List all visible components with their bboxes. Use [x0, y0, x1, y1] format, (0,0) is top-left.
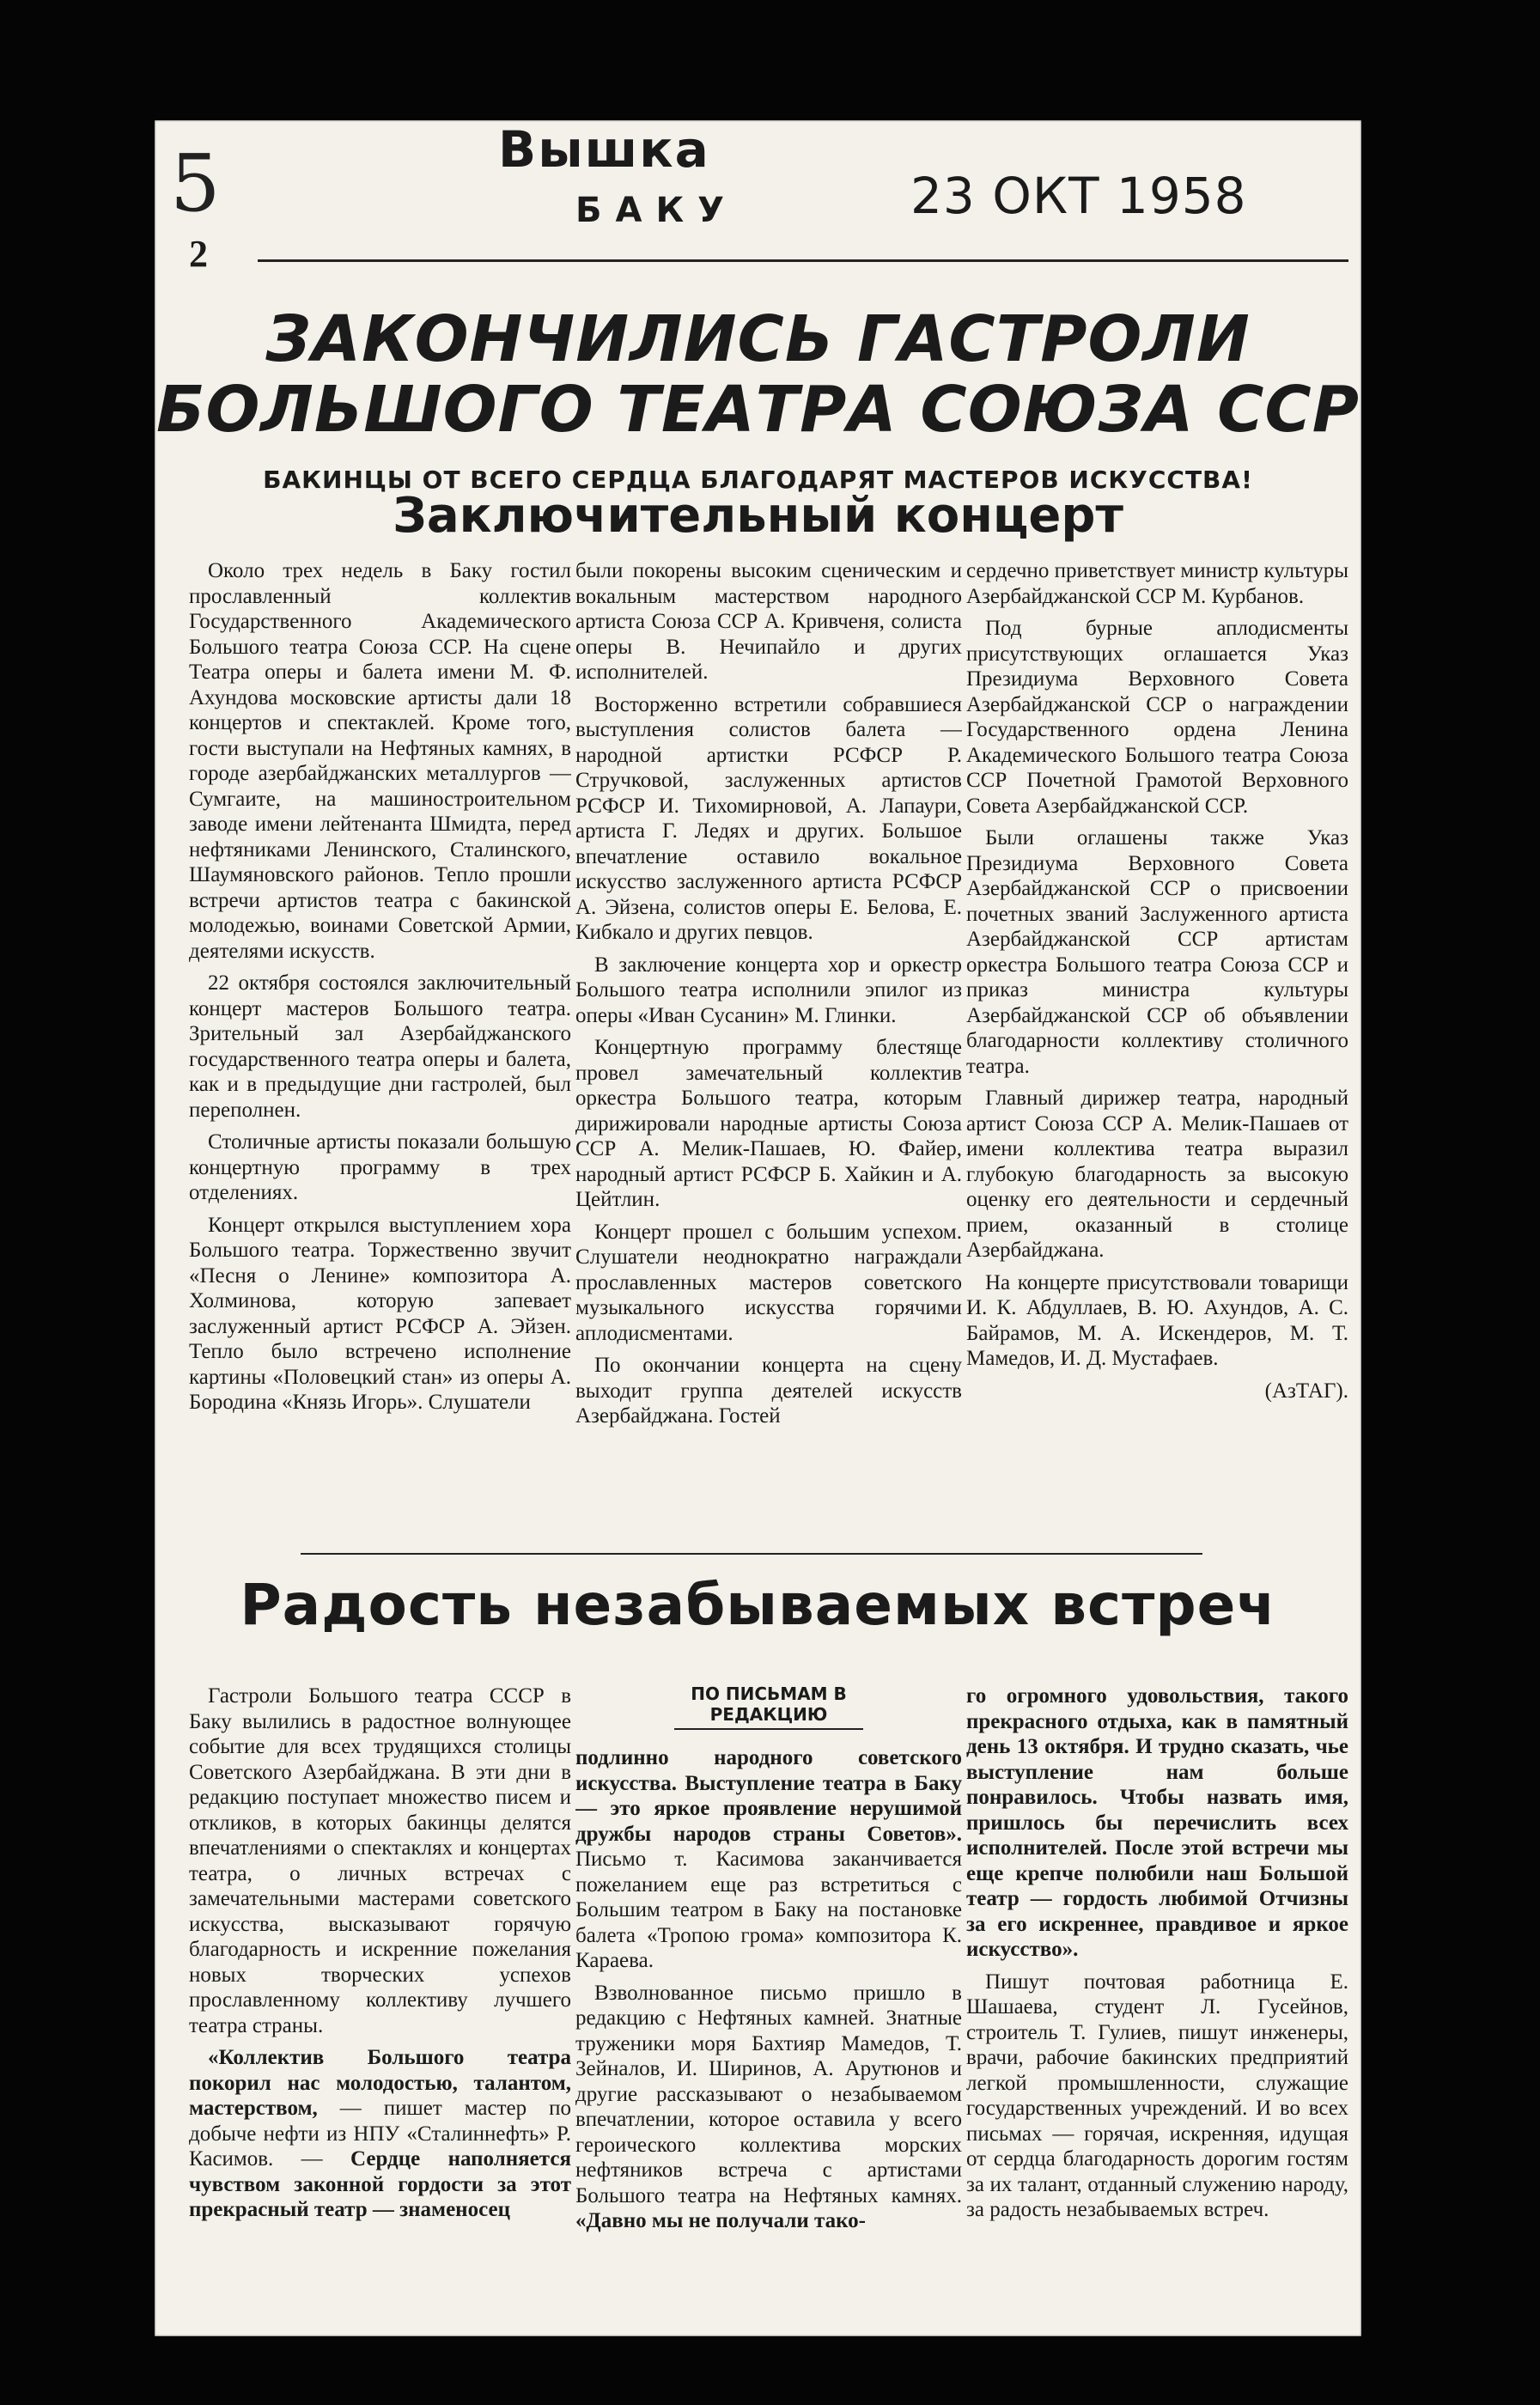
article2-column-3	[966, 1684, 1348, 2319]
article1-column-3	[966, 558, 1348, 1546]
paragraph: Гастроли Большого театра СССР в Баку вылились в радостное волнующее событие для всех трудящихся столицы Советского Азербайджана. В эти дни в редакцию поступает множество писем и откликов, в которых бакинцы делятся впечатлениями о спектаклях и концертах театра, о личных встречах с замечательными мастерами советского искусства, высказывают горячую благодарность и искренние пожелания новых творческих успехов прославленному коллективу лучшего театра страны.	[189, 1684, 571, 2037]
section-title: Заключительный концерт	[393, 488, 1123, 544]
paragraph: Около трех недель в Баку гостил прославленный коллектив Государственного Академического Большого театра Союза ССР. На сцене Театра оперы и балета имени М. Ф. Ахундова московские артисты дали 18 концертов и спектаклей. Кроме того, гости выступали на Нефтяных камнях, в городе азербайджанских металлургов — Сумгаите, на машиностроительном заводе имени лейтенанта Шмидта, перед нефтяниками Ленинского, Сталинского, Шаумяновского районов. Тепло прошли встречи артистов театра с бакинской молодежью, воинами Советской Армии, деятелями искусств.	[189, 559, 571, 963]
paragraph: го огромного удовольствия, такого прекрасного отдыха, как в памятный день 13 октября. И трудно сказать, чье выступление нам больше понравилось. Чтобы назвать имя, пришлось бы перечислить всех исполнителей. После этой встречи мы еще крепче полюбили наш Большой театр — гордость любимой Отчизны за его искреннее, правдивое и яркое искусство».	[966, 1684, 1348, 1961]
header-rule	[258, 259, 1348, 262]
paragraph: Восторженно встретили собравшиеся выступления солистов балета — народной артистки РСФСР Р. Стручковой, заслуженных артистов РСФСР И. Тихомирновой, А. Лапаури, артиста Г. Ледях и других. Большое впечатление оставило вокальное искусство заслуженного артиста РСФСР А. Эйзена, солистов оперы Е. Белова, Е. Кибкало и других певцов.	[575, 692, 962, 944]
article-divider	[301, 1553, 1202, 1555]
article2-title: Радость незабываемых встреч	[240, 1572, 1276, 1638]
paragraph: По окончании концерта на сцену выходит группа деятелей искусств Азербайджана. Гостей	[575, 1354, 962, 1428]
rubric-label: ПО ПИСЬМАМ В РЕДАКЦИЮ	[674, 1684, 863, 1730]
paragraph: Главный дирижер театра, народный артист Союза ССР А. Мелик-Пашаев от имени коллектива театра выразил глубокую благодарность за высокую оценку его деятельности и сердечный прием, оказанный в столице Азербайджана.	[966, 1087, 1348, 1262]
article2-column-2	[575, 1684, 962, 2319]
headline-line-2: БОЛЬШОГО ТЕАТРА СОЮЗА ССР	[156, 373, 1360, 447]
city-label: БАКУ	[575, 191, 738, 230]
paragraph: Столичные артисты показали большую концертную программу в трех отделениях.	[189, 1130, 571, 1204]
quote-bold: «Коллектив Большого театра покорил нас молодостью, талантом, мастерством,	[189, 2046, 571, 2120]
paragraph	[575, 1981, 962, 2234]
headline-line-1: ЗАКОНЧИЛИСЬ ГАСТРОЛИ	[265, 302, 1251, 376]
date-stamp: 23 ОКТ 1958	[910, 167, 1247, 225]
paragraph-text: Письмо т. Касимова заканчивается пожеланием еще раз встретиться с Большим театром в Баку на постановке балета «Тропою грома» композитора К. Караева.	[575, 1848, 962, 1972]
quote-bold: Сердце наполняется чувством законной гордости за этот прекрасный театр — знаменосец	[189, 2147, 571, 2221]
paragraph-text: Взволнованное письмо пришло в редакцию с Нефтяных камней. Знатные труженики моря Бахтияр Мамедов, Т. Зейналов, И. Ширинов, А. Арутюнов и другие рассказывают о незабываемом впечатлении, которое оставила у всего героического коллектива морских нефтяников встреча с артистами Большого театра на Нефтяных камнях.	[575, 1981, 962, 2207]
newspaper-name: Вышка	[498, 120, 710, 179]
article2-column-1	[189, 1684, 571, 2319]
paragraph	[189, 2045, 571, 2223]
page-number: 2	[189, 233, 208, 275]
quote-bold: «Давно мы не получали тако-	[575, 2209, 866, 2232]
article1-column-2	[575, 558, 962, 1546]
paragraph: Под бурные аплодисменты присутствующих оглашается Указ Президиума Верховного Совета Азербайджанской ССР о награждении Государственного ордена Ленина Академического Большого театра Союза ССР Почетной Грамотой Верховного Совета Азербайджанской ССР.	[966, 617, 1348, 818]
paragraph: сердечно приветствует министр культуры Азербайджанской ССР М. Курбанов.	[966, 559, 1348, 608]
paragraph: Пишут почтовая работница Е. Шашаева, студент Л. Гусейнов, строитель Т. Гулиев, пишут инженеры, врачи, рабочие бакинских предприятий легкой промышленности, служащие государственных учреждений. И во всех письмах — горячая, искренняя, идущая от сердца благодарность дорогим гостям за их талант, отданный служению народу, за радость незабываемых встреч.	[966, 1970, 1348, 2221]
paragraph: На концерте присутствовали товарищи И. К. Абдуллаев, В. Ю. Ахундов, А. С. Байрамов, М. А. Искендеров, М. Т. Мамедов, И. Д. Мустафаев.	[966, 1270, 1348, 1370]
paragraph: В заключение концерта хор и оркестр Большого театра исполнили эпилог из оперы «Иван Сусанин» М. Глинки.	[575, 953, 962, 1027]
paragraph: 22 октября состоялся заключительный концерт мастеров Большого театра. Зрительный зал Азербайджанского государственного театра оперы и балета, как и в предыдущие дни гастролей, был переполнен.	[189, 971, 571, 1122]
newspaper-clipping	[155, 120, 1361, 2336]
subheadline: БАКИНЦЫ ОТ ВСЕГО СЕРДЦА БЛАГОДАРЯТ МАСТЕРОВ ИСКУССТВА!	[263, 466, 1253, 494]
quote-bold: подлинно народного советского искусства. Выступление театра в Баку — это яркое проявление нерушимой дружбы народов страны Советов».	[575, 1746, 962, 1846]
paragraph: Были оглашены также Указ Президиума Верховного Совета Азербайджанской ССР о присвоении почетных званий Заслуженного артиста Азербайджанской ССР артистам оркестра Большого театра Союза ССР и приказ министра культуры Азербайджанской ССР об объявлении благодарности коллективу столичного театра.	[966, 826, 1348, 1078]
paragraph: Концертную программу блестяще провел замечательный коллектив оркестра Большого театра, которым дирижировали народные артисты Союза ССР А. Мелик-Пашаев, Ю. Файер, народный артист РСФСР Б. Хайкин и А. Цейтлин.	[575, 1036, 962, 1211]
quote-attribution: — пишет мастер по добыче нефти из НПУ «Сталиннефть» Р. Касимов. —	[189, 2097, 571, 2171]
paragraph: Концерт прошел с большим успехом. Слушатели неоднократно награждали прославленных мастеров советского музыкального искусства горячими аплодисментами.	[575, 1220, 962, 1345]
paragraph: Концерт открылся выступлением хора Большого театра. Торжественно звучит «Песня о Ленине» композитора А. Холминова, которую запевает заслуженный артист РСФСР А. Эйзен. Тепло было встречено исполнение картины «Половецкий стан» из оперы А. Бородина «Князь Игорь». Слушатели	[189, 1213, 571, 1414]
paragraph	[575, 1745, 962, 1974]
paragraph: были покорены высоким сценическим и вокальным мастерством народного артиста Союза ССР А. Кривченя, солиста оперы В. Нечипайло и других исполнителей.	[575, 559, 962, 684]
article1-column-1	[189, 558, 571, 1546]
handwritten-mark: 5	[170, 137, 221, 229]
signature: (АзТАГ).	[1264, 1379, 1348, 1403]
